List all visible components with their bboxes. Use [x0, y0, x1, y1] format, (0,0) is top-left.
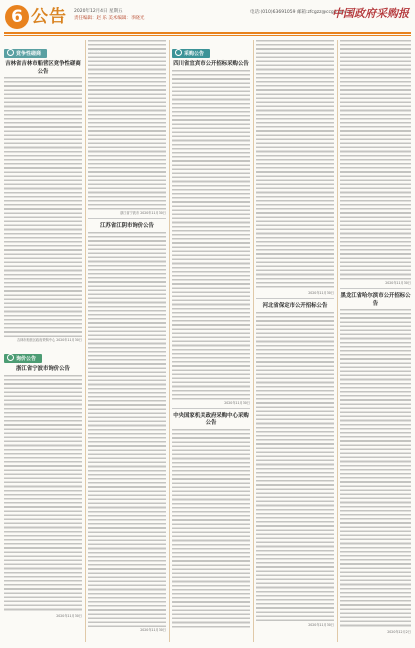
notice-body: [4, 375, 82, 613]
notice-body: [340, 309, 411, 629]
section-tag: 采购公告: [172, 49, 210, 58]
notice: [340, 40, 411, 285]
notice-title: 河北省保定市公开招标公告: [262, 303, 328, 310]
notice-body: [256, 40, 334, 290]
section-tag: 竞争性磋商: [4, 49, 47, 58]
notice-body: [172, 70, 250, 400]
column-1: [4, 40, 82, 642]
notice-title: 黑龙江省哈尔滨市公开招标公告: [340, 293, 411, 307]
notice: [4, 61, 82, 342]
notice-signature: 2020年11月30日: [385, 281, 411, 285]
circle-icon: [7, 354, 14, 361]
notice: [172, 408, 250, 629]
notice-body: [256, 312, 334, 622]
column-divider: [169, 40, 170, 642]
notice: [88, 218, 166, 632]
notice-signature: 2020年11月30日: [140, 627, 166, 632]
notice-title: 浙江省宁波市询价公告: [16, 366, 70, 373]
notice: [340, 288, 411, 634]
notice-title: 四川省宜宾市公开招标采购公告: [173, 61, 249, 67]
circle-icon: [175, 49, 182, 56]
notice: [4, 366, 82, 618]
brand-logo: 中国政府采购报: [332, 7, 409, 20]
column-divider: [337, 40, 338, 642]
notice: [256, 298, 334, 627]
column-3: [172, 40, 250, 642]
notice-signature: 浙江省宁波市 2020年11月30日: [120, 211, 166, 215]
page-number-badge: 6: [5, 5, 29, 29]
column-5: [340, 40, 411, 642]
notice: [172, 61, 250, 405]
notice-body: [4, 77, 82, 337]
notice-signature: 2020年11月30日: [308, 291, 334, 295]
notice-body: [172, 429, 250, 629]
section-title: 公告: [31, 7, 67, 27]
section-tag: 询价公告: [4, 354, 42, 363]
notice: [256, 40, 334, 295]
notice-signature: 2020年11月30日: [224, 400, 250, 405]
header-rule-thin: [4, 35, 411, 36]
notice-signature: 吉林市船营区政府采购中心 2020年11月30日: [16, 338, 82, 342]
header-rule: [4, 32, 411, 34]
notice-signature: 2020年11月30日: [56, 613, 82, 618]
column-4: [256, 40, 334, 642]
notice-title: 中央国家机关政府采购中心采购公告: [173, 412, 249, 427]
notice-signature: 2020年11月30日: [308, 622, 334, 627]
notice-title: 江苏省江阴市询价公告: [100, 223, 154, 230]
column-divider: [253, 40, 254, 642]
masthead: [0, 0, 415, 42]
circle-icon: [7, 49, 14, 56]
notice: [88, 40, 166, 215]
date-line: 2020年12月4日 星期五: [74, 9, 123, 14]
contact-line: 电话:(010)63691059 邮箱:zfcgzz@ccgp.gov.cn: [250, 10, 353, 15]
column-2: [88, 40, 166, 642]
notice-title: 吉林省吉林市船营区竞争性磋商公告: [5, 61, 81, 75]
notice-body: [88, 40, 166, 210]
column-divider: [85, 40, 86, 642]
editor-line: 责任编辑：赵 乐 美术编辑：李晓光: [74, 16, 145, 21]
notice-body: [340, 40, 411, 280]
notice-body: [88, 232, 166, 627]
notice-signature: 2020年12月2日: [387, 630, 411, 635]
